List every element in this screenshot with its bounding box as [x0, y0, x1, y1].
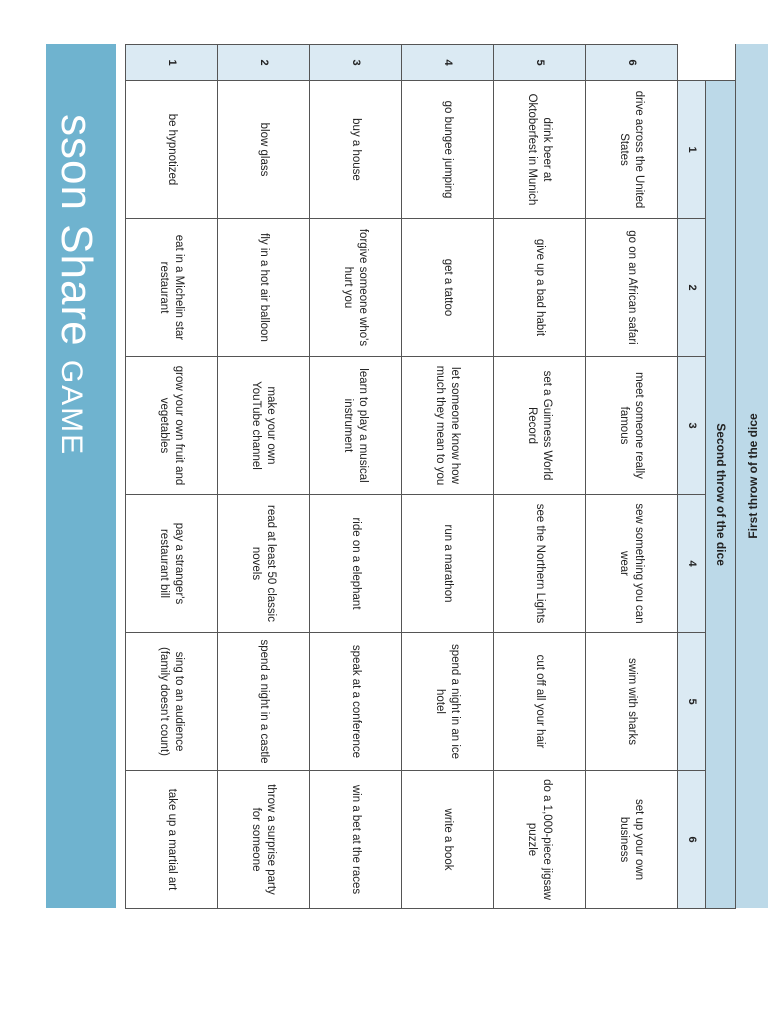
activity-cell: grow your own fruit and vegetables	[126, 357, 218, 495]
activity-cell: buy a house	[310, 81, 402, 219]
activity-cell: make your own YouTube channel	[218, 357, 310, 495]
activity-cell: speak at a conference	[310, 633, 402, 771]
activity-cell: forgive someone who's hurt you	[310, 219, 402, 357]
title-main: sson Share	[52, 114, 101, 347]
activity-cell: drive across the United States	[586, 81, 678, 219]
second-throw-number: 2	[218, 45, 310, 81]
first-throw-label: First throw of the dice	[746, 413, 760, 539]
activity-cell: ride on a elephant	[310, 495, 402, 633]
corner-cell	[678, 45, 706, 81]
second-throw-number: 6	[586, 45, 678, 81]
worksheet	[46, 44, 768, 908]
activity-cell: run a marathon	[402, 495, 494, 633]
activity-cell: fly in a hot air balloon	[218, 219, 310, 357]
second-throw-number: 4	[402, 45, 494, 81]
second-throw-number: 1	[126, 45, 218, 81]
title-banner	[46, 44, 116, 908]
dice-grid	[116, 44, 736, 908]
title-game: GAME	[55, 359, 88, 457]
first-throw-number: 1	[678, 81, 706, 219]
activity-cell: take up a martial art	[126, 771, 218, 909]
activity-cell: read at least 50 classic novels	[218, 495, 310, 633]
activity-cell: throw a surprise party for someone	[218, 771, 310, 909]
first-throw-number: 4	[678, 495, 706, 633]
corner-cell	[706, 45, 736, 81]
activity-cell: write a book	[402, 771, 494, 909]
dice-table	[125, 44, 736, 909]
activity-cell: go on an African safari	[586, 219, 678, 357]
activity-cell: learn to play a musical instrument	[310, 357, 402, 495]
second-throw-number: 5	[494, 45, 586, 81]
activity-cell: be hypnotized	[126, 81, 218, 219]
activity-cell: set a Guinness World Record	[494, 357, 586, 495]
activity-cell: swim with sharks	[586, 633, 678, 771]
activity-cell: sew something you can wear	[586, 495, 678, 633]
activity-cell: pay a stranger's restaurant bill	[126, 495, 218, 633]
activity-cell: get a tattoo	[402, 219, 494, 357]
activity-cell: spend a night in an ice hotel	[402, 633, 494, 771]
activity-cell: set up your own business	[586, 771, 678, 909]
activity-cell: go bungee jumping	[402, 81, 494, 219]
page-title	[52, 114, 101, 457]
activity-cell: win a bet at the races	[310, 771, 402, 909]
first-throw-header	[735, 44, 768, 908]
activity-cell: cut off all your hair	[494, 633, 586, 771]
activity-cell: blow glass	[218, 81, 310, 219]
activity-cell: spend a night in a castle	[218, 633, 310, 771]
activity-cell: give up a bad habit	[494, 219, 586, 357]
activity-cell: eat in a Michelin star restaurant	[126, 219, 218, 357]
activity-cell: let someone know how much they mean to you	[402, 357, 494, 495]
second-throw-label: Second throw of the dice	[706, 81, 736, 909]
activity-cell: sing to an audience (family doesn't count)	[126, 633, 218, 771]
activity-cell: do a 1,000-piece jigsaw puzzle	[494, 771, 586, 909]
activity-cell: meet someone really famous	[586, 357, 678, 495]
first-throw-number: 6	[678, 771, 706, 909]
first-throw-number: 3	[678, 357, 706, 495]
activity-cell: drink beer at Oktoberfest in Munich	[494, 81, 586, 219]
second-throw-number: 3	[310, 45, 402, 81]
activity-cell: see the Northern Lights	[494, 495, 586, 633]
first-throw-number: 5	[678, 633, 706, 771]
first-throw-number: 2	[678, 219, 706, 357]
